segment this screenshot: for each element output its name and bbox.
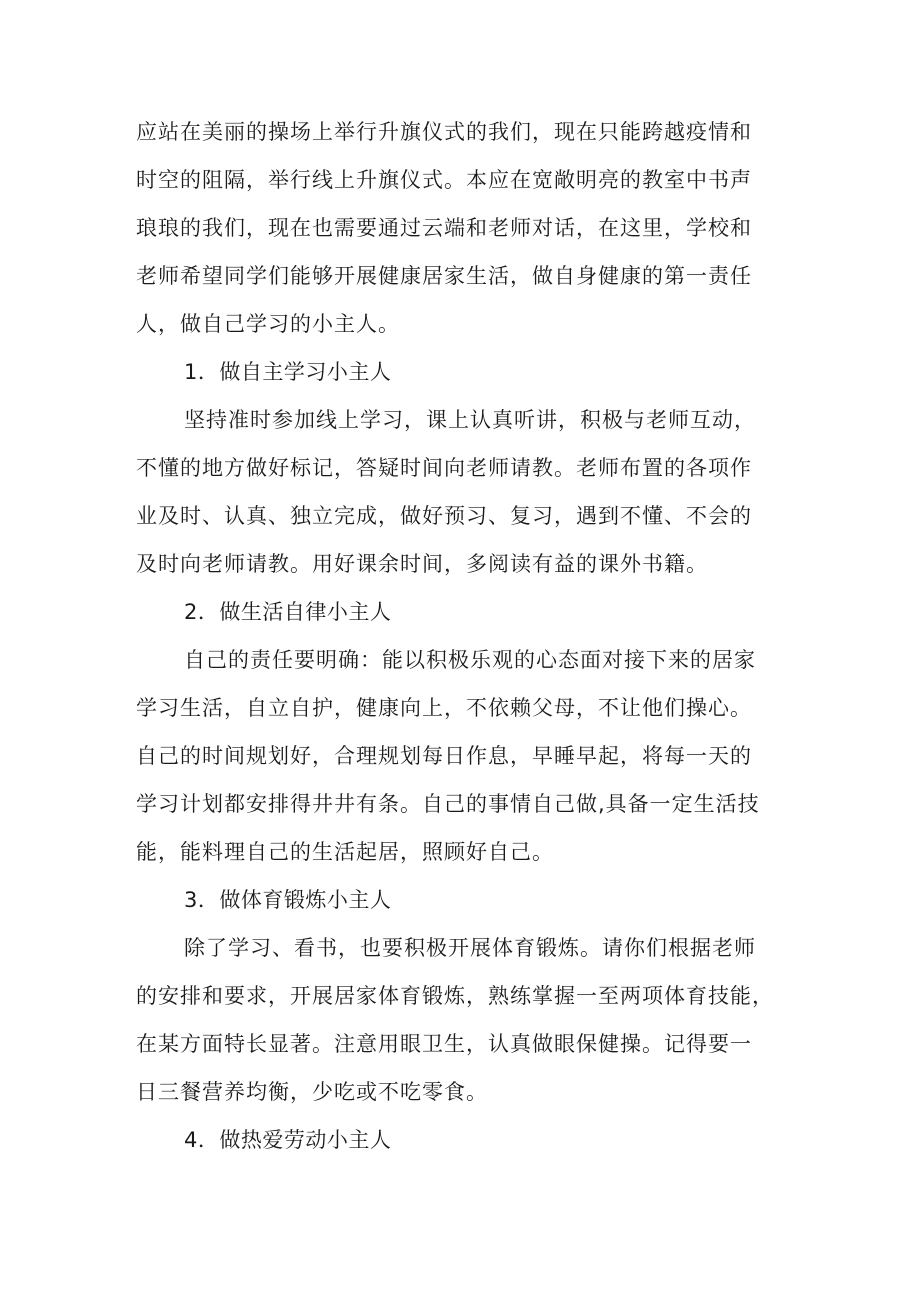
- paragraph-line: 日三餐营养均衡，少吃或不吃零食。: [136, 1080, 488, 1104]
- section-heading-2: 2．做生活自律小主人: [184, 600, 392, 624]
- paragraph-line: 琅琅的我们，现在也需要通过云端和老师对话，在这里，学校和: [136, 216, 752, 240]
- paragraph-line: 学习计划都安排得井井有条。自己的事情自己做,具备一定生活技: [136, 792, 760, 816]
- paragraph-line: 坚持准时参加线上学习，课上认真听讲，积极与老师互动，: [184, 408, 756, 432]
- paragraph-line: 自己的时间规划好，合理规划每日作息，早睡早起，将每一天的: [136, 744, 752, 768]
- paragraph-line: 业及时、认真、独立完成，做好预习、复习，遇到不懂、不会的: [136, 504, 752, 528]
- section-heading-1: 1．做自主学习小主人: [184, 360, 392, 384]
- paragraph-line: 能，能料理自己的生活起居，照顾好自己。: [136, 840, 554, 864]
- section-heading-3: 3．做体育锻炼小主人: [184, 888, 392, 912]
- paragraph-line: 学习生活，自立自护，健康向上，不依赖父母，不让他们操心。: [136, 696, 752, 720]
- paragraph-line: 及时向老师请教。用好课余时间，多阅读有益的课外书籍。: [136, 552, 708, 576]
- paragraph-line: 时空的阻隔，举行线上升旗仪式。本应在宽敞明亮的教室中书声: [136, 168, 752, 192]
- paragraph-line: 的安排和要求，开展居家体育锻炼，熟练掌握一至两项体育技能，: [136, 984, 774, 1008]
- paragraph-line: 人，做自己学习的小主人。: [136, 312, 400, 336]
- paragraph-line: 老师希望同学们能够开展健康居家生活，做自身健康的第一责任: [136, 264, 752, 288]
- section-heading-4: 4．做热爱劳动小主人: [184, 1128, 392, 1152]
- paragraph-line: 不懂的地方做好标记，答疑时间向老师请教。老师布置的各项作: [136, 456, 752, 480]
- paragraph-line: 除了学习、看书，也要积极开展体育锻炼。请你们根据老师: [184, 936, 756, 960]
- paragraph-line: 自己的责任要明确：能以积极乐观的心态面对接下来的居家: [184, 648, 756, 672]
- paragraph-line: 在某方面特长显著。注意用眼卫生，认真做眼保健操。记得要一: [136, 1032, 752, 1056]
- paragraph-line: 应站在美丽的操场上举行升旗仪式的我们，现在只能跨越疫情和: [136, 120, 752, 144]
